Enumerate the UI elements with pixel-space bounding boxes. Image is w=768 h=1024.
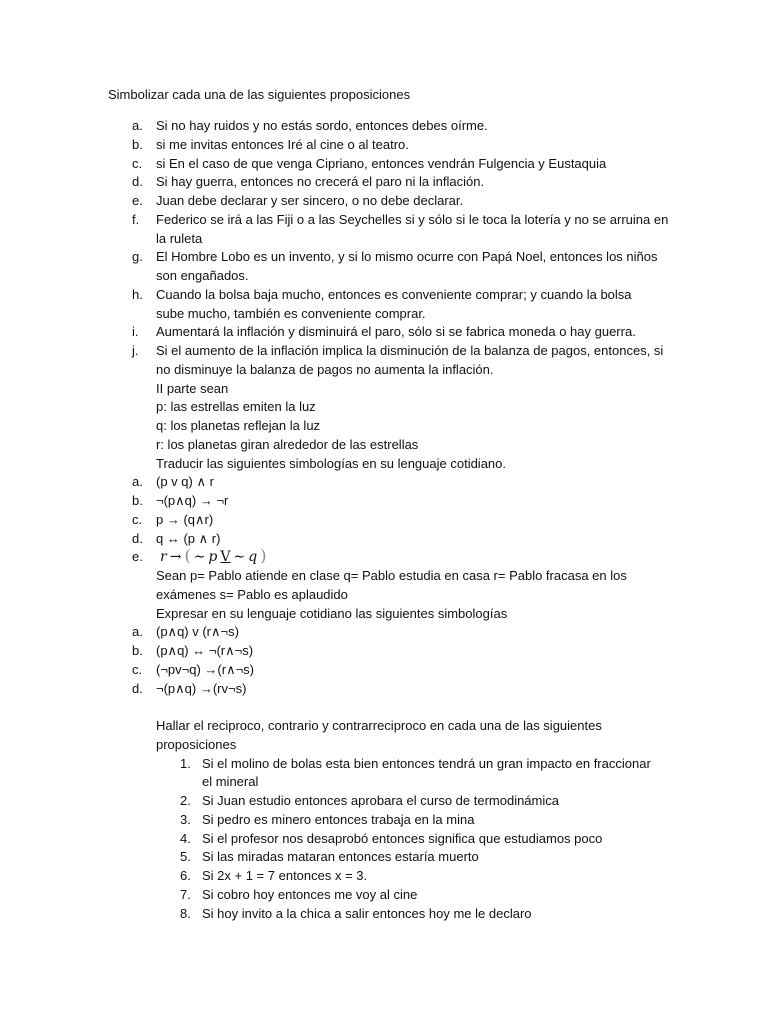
paragraph-line: exámenes s= Pablo es aplaudido: [156, 586, 348, 602]
list-item-text: Federico se irá a las Fiji o a las Seychelles si y sólo si le toca la lotería y no se arruina en: [156, 211, 669, 227]
list-item-text: Si pedro es minero entonces trabaja en la mina: [202, 811, 475, 827]
list-item-text: si En el caso de que venga Cipriano, entonces vendrán Fulgencia y Eustaquia: [156, 155, 607, 171]
formula-e: [160, 546, 269, 567]
list-item-text: Aumentará la inflación y disminuirá el paro, sólo si se fabrica moneda o hay guerra.: [156, 324, 636, 340]
negation-symbol: ∼: [193, 549, 206, 566]
left-paren: (: [184, 546, 191, 566]
list-marker: a.: [132, 118, 143, 133]
list-item-text: no disminuye la balanza de pagos no aumenta la inflación.: [156, 361, 494, 377]
paragraph-line: Sean p= Pablo atiende en clase q= Pablo estudia en casa r= Pablo fracasa en los: [156, 568, 627, 583]
list-item-text: Si hay guerra, entonces no crecerá el paro ni la inflación.: [156, 174, 485, 190]
list-marker: e.: [132, 549, 143, 565]
list-marker: h.: [132, 286, 143, 302]
section-intro: proposiciones: [156, 736, 237, 752]
formula-text: ¬(p∧q) →(rv¬s): [156, 680, 247, 696]
list-marker: g.: [132, 249, 143, 265]
list-marker: d.: [132, 174, 143, 190]
list-item-text: Si Juan estudio entonces aprobara el curso de termodinámica: [202, 793, 559, 808]
list-item-text: son engañados.: [156, 268, 249, 283]
list-marker: a.: [132, 624, 143, 640]
list-marker: 6.: [180, 868, 191, 883]
list-marker: e.: [132, 193, 143, 208]
right-paren: ): [260, 546, 267, 566]
list-marker: 2.: [180, 793, 191, 808]
list-marker: b.: [132, 643, 143, 658]
formula-var-p: p: [208, 549, 218, 566]
list-item-text: sube mucho, también es conveniente comprar.: [156, 305, 426, 321]
list-marker: c.: [132, 155, 143, 171]
list-item-text: Si no hay ruidos y no estás sordo, entonces debes oírme.: [156, 118, 488, 133]
list-marker: d.: [132, 680, 143, 696]
formula-text: p → (q∧r): [156, 511, 214, 527]
or-symbol: V: [220, 549, 231, 566]
list-marker: b.: [132, 493, 143, 508]
list-marker: 8.: [180, 905, 191, 921]
list-marker: b.: [132, 136, 143, 152]
paragraph-line: Expresar en su lenguaje cotidiano las siguientes simbologías: [156, 605, 508, 621]
list-marker: 5.: [180, 849, 191, 865]
list-item-text: Si las miradas mataran entonces estaría muerto: [202, 849, 479, 865]
list-item-text: El Hombre Lobo es un invento, y si lo mismo ocurre con Papá Noel, entonces los niños: [156, 249, 658, 265]
formula-text: (p v q) ∧ r: [156, 474, 214, 490]
list-item-text: r: los planetas giran alrededor de las estrellas: [156, 436, 419, 452]
section-intro: Hallar el reciproco, contrario y contrarreciproco en cada una de las siguientes: [156, 718, 602, 733]
list-marker: 3.: [180, 811, 191, 827]
list-marker: j.: [132, 343, 139, 358]
formula-var-q: q: [248, 549, 258, 566]
list-marker: i.: [132, 324, 139, 340]
formula-text: (¬pv¬q) →(r∧¬s): [156, 661, 255, 677]
list-item-text: Si cobro hoy entonces me voy al cine: [202, 886, 418, 902]
list-item-text: Si hoy invito a la chica a salir entonces hoy me le declaro: [202, 905, 532, 921]
formula-text: q ↔ (p ∧ r): [156, 530, 221, 546]
list-marker: 7.: [180, 886, 191, 902]
list-item-text: p: las estrellas emiten la luz: [156, 399, 316, 415]
implies-symbol: →: [169, 549, 182, 566]
list-marker: 1.: [180, 755, 191, 771]
list-item-text: Si el profesor nos desaprobó entonces significa que estudiamos poco: [202, 830, 603, 846]
list-marker: c.: [132, 511, 143, 527]
list-marker: f.: [132, 211, 140, 227]
formula-var-r: r: [160, 549, 167, 566]
list-item-text: II parte sean: [156, 380, 229, 396]
list-item-text: Si el molino de bolas esta bien entonces tendrá un gran impacto en fraccionar: [202, 755, 651, 771]
list-item-text: Traducir las siguientes simbologías en su lenguaje cotidiano.: [156, 455, 506, 471]
formula-text: (p∧q) v (r∧¬s): [156, 624, 239, 640]
list-marker: c.: [132, 661, 143, 677]
negation-symbol: ∼: [233, 549, 246, 566]
list-item-text: Juan debe declarar y ser sincero, o no debe declarar.: [156, 193, 464, 208]
formula-text: (p∧q) ↔ ¬(r∧¬s): [156, 643, 254, 658]
formula-text: ¬(p∧q) → ¬r: [156, 493, 229, 508]
list-item-text: Si 2x + 1 = 7 entonces x = 3.: [202, 868, 368, 883]
page-title: Simbolizar cada una de las siguientes proposiciones: [108, 87, 411, 102]
list-item-text: Cuando la bolsa baja mucho, entonces es conveniente comprar; y cuando la bolsa: [156, 286, 632, 302]
list-item-text: q: los planetas reflejan la luz: [156, 418, 321, 433]
list-item-text: la ruleta: [156, 230, 203, 246]
list-item-text: Si el aumento de la inflación implica la disminución de la balanza de pagos, entonces, si: [156, 343, 664, 358]
list-marker: 4.: [180, 830, 191, 846]
list-marker: a.: [132, 474, 143, 490]
list-item-text: si me invitas entonces Iré al cine o al teatro.: [156, 136, 409, 152]
list-marker: d.: [132, 530, 143, 546]
list-item-text: el mineral: [202, 774, 259, 790]
